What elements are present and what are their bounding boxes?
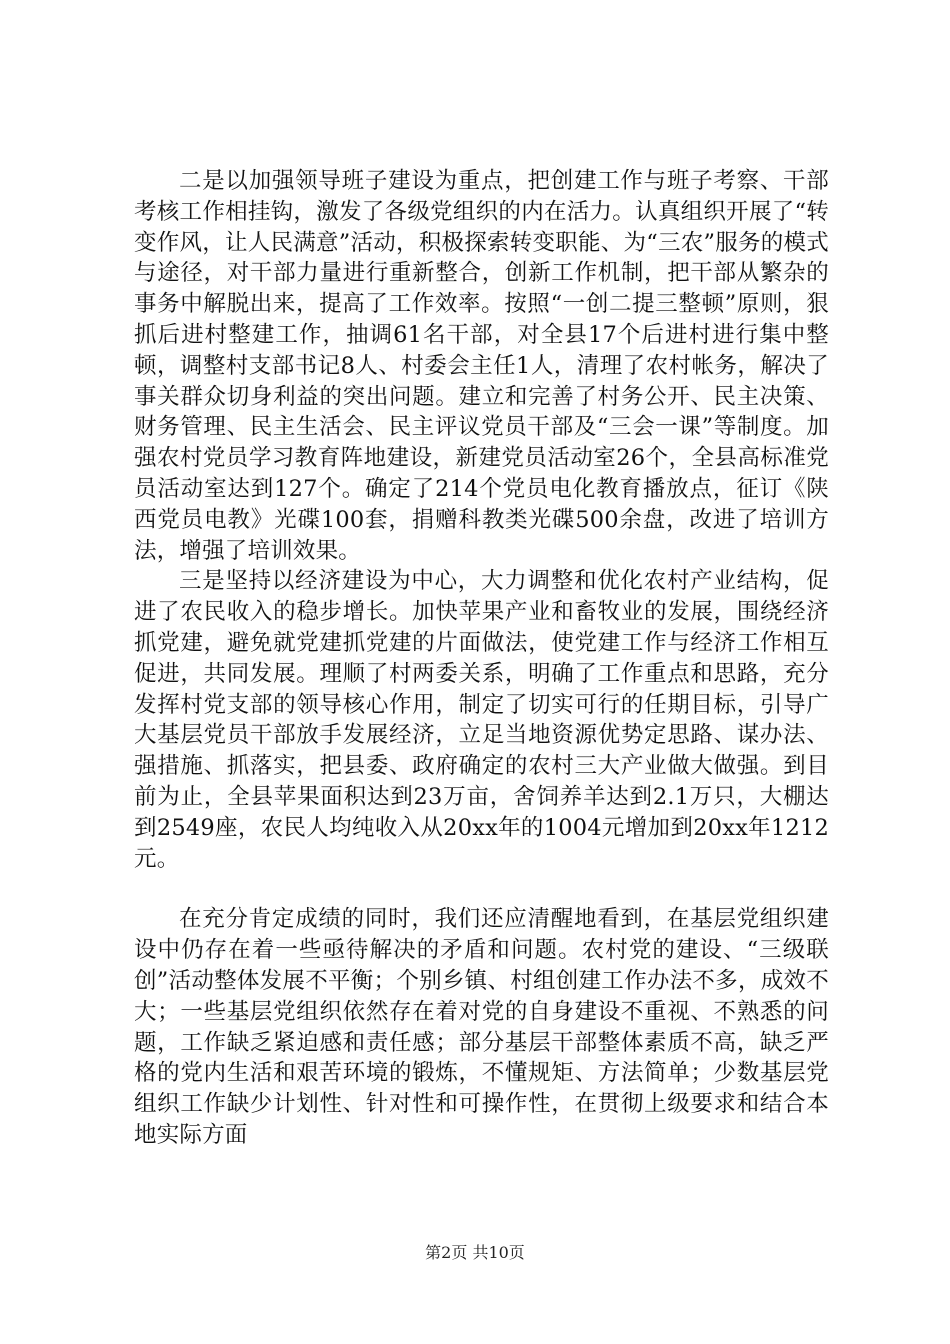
paragraph-gap bbox=[134, 874, 829, 904]
paragraph-problems: 在充分肯定成绩的同时，我们还应清醒地看到，在基层党组织建设中仍存在着一些亟待解决的矛盾和问题。农村党的建设、“三级联创”活动整体发展不平衡；个别乡镇、村组创建工作办法不多，成效不大；一些基层党组织依然存在着对党的自身建设不重视、不熟悉的问题，工作缺乏紧迫感和责任感；部分基层干部整体素质不高，缺乏严格的党内生活和艰苦环境的锻炼，不懂规矩、方法简单；少数基层党组织工作缺少计划性、针对性和可操作性，在贯彻上级要求和结合本地实际方面 bbox=[134, 906, 829, 1148]
paragraph-leadership: 二是以加强领导班子建设为重点，把创建工作与班子考察、干部考核工作相挂钩，激发了各级党组织的内在活力。认真组织开展了“转变作风，让人民满意”活动，积极探索转变职能、为“三农”服务的模式与途径，对干部力量进行重新整合，创新工作机制，把干部从繁杂的事务中解脱出来，提高了工作效率。按照“一创二提三整顿”原则，狠抓后进村整建工作，抽调61名干部，对全县17个后进村进行集中整顿，调整村支部书记8人、村委会主任1人，清理了农村帐务，解决了事关群众切身利益的突出问题。建立和完善了村务公开、民主决策、财务管理、民主生活会、民主评议党员干部及“三会一课”等制度。加强农村党员学习教育阵地建设，新建党员活动室26个，全县高标准党员活动室达到127个。确定了214个党员电化教育播放点，征订《陕西党员电教》光碟100套，捐赠科教类光碟500余盘，改进了培训方法，增强了培训效果。 bbox=[134, 168, 829, 564]
paragraph-economy: 三是坚持以经济建设为中心，大力调整和优化农村产业结构，促进了农民收入的稳步增长。加快苹果产业和畜牧业的发展，围绕经济抓党建，避免就党建抓党建的片面做法，使党建工作与经济工作相互促进，共同发展。理顺了村两委关系，明确了工作重点和思路，充分发挥村党支部的领导核心作用，制定了切实可行的任期目标，引导广大基层党员干部放手发展经济，立足当地资源优势定思路、谋办法、强措施、抓落实，把县委、政府确定的农村三大产业做大做强。到目前为止，全县苹果面积达到23万亩，舍饲养羊达到2.1万只，大棚达到2549座，农民人均纯收入从20xx年的1004元增加到20xx年1212元。 bbox=[134, 568, 829, 872]
page-number-footer: 第2页 共10页 bbox=[425, 1243, 525, 1262]
document-body bbox=[134, 166, 829, 1151]
